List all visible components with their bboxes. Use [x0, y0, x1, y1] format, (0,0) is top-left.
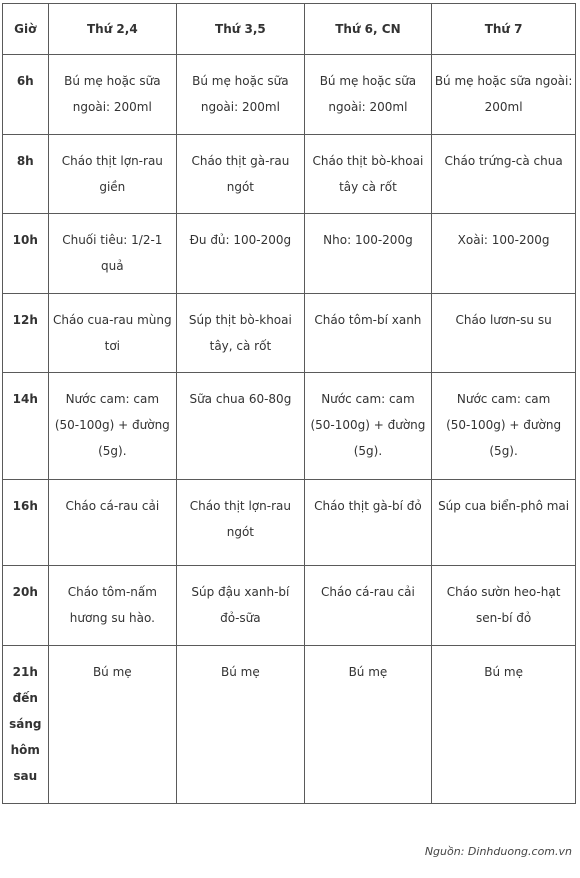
- table-row: [3, 480, 576, 566]
- meal-schedule-table: [2, 3, 576, 804]
- time-cell: 16h: [3, 480, 49, 566]
- meal-cell: Bú mẹ hoặc sữa ngoài: 200ml: [304, 55, 432, 135]
- meal-cell: Cháo sườn heo-hạt sen-bí đỏ: [432, 566, 576, 646]
- meal-cell: Cháo thịt gà-bí đỏ: [304, 480, 432, 566]
- time-cell: 10h: [3, 214, 49, 294]
- header-fri-sun: Thứ 6, CN: [304, 4, 432, 55]
- meal-cell: Cháo tôm-bí xanh: [304, 294, 432, 373]
- header-time: Giờ: [3, 4, 49, 55]
- meal-cell: Bú mẹ: [48, 646, 177, 804]
- meal-cell: Cháo thịt lợn-rau ngót: [177, 480, 305, 566]
- meal-cell: Cháo cá-rau cải: [48, 480, 177, 566]
- meal-cell: Nước cam: cam (50-100g) + đường (5g).: [304, 373, 432, 480]
- header-sat: Thứ 7: [432, 4, 576, 55]
- meal-cell: Đu đủ: 100-200g: [177, 214, 305, 294]
- header-row: [3, 4, 576, 55]
- meal-cell: Bú mẹ hoặc sữa ngoài: 200ml: [177, 55, 305, 135]
- meal-cell: Nho: 100-200g: [304, 214, 432, 294]
- table-row: [3, 646, 576, 804]
- meal-cell: Súp đậu xanh-bí đỏ-sữa: [177, 566, 305, 646]
- meal-cell: Bú mẹ: [432, 646, 576, 804]
- table-row: [3, 294, 576, 373]
- time-cell: 20h: [3, 566, 49, 646]
- table-row: [3, 135, 576, 214]
- meal-cell: Nước cam: cam (50-100g) + đường (5g).: [48, 373, 177, 480]
- meal-cell: Cháo cua-rau mùng tơi: [48, 294, 177, 373]
- table-row: [3, 55, 576, 135]
- meal-cell: Nước cam: cam (50-100g) + đường (5g).: [432, 373, 576, 480]
- source-credit: Nguồn: Dinhduong.com.vn: [424, 845, 572, 858]
- meal-cell: Bú mẹ hoặc sữa ngoài: 200ml: [48, 55, 177, 135]
- time-cell: 6h: [3, 55, 49, 135]
- meal-cell: Cháo lươn-su su: [432, 294, 576, 373]
- time-cell: 21h đến sáng hôm sau: [3, 646, 49, 804]
- time-cell: 14h: [3, 373, 49, 480]
- table-row: [3, 373, 576, 480]
- meal-cell: Bú mẹ hoặc sữa ngoài: 200ml: [432, 55, 576, 135]
- time-cell: 8h: [3, 135, 49, 214]
- meal-cell: Cháo thịt bò-khoai tây cà rốt: [304, 135, 432, 214]
- meal-cell: Cháo tôm-nấm hương su hào.: [48, 566, 177, 646]
- meal-cell: Chuối tiêu: 1/2-1 quả: [48, 214, 177, 294]
- meal-cell: Xoài: 100-200g: [432, 214, 576, 294]
- table-row: [3, 214, 576, 294]
- meal-cell: Súp thịt bò-khoai tây, cà rốt: [177, 294, 305, 373]
- meal-cell: Sữa chua 60-80g: [177, 373, 305, 480]
- meal-cell: Cháo cá-rau cải: [304, 566, 432, 646]
- meal-cell: Bú mẹ: [177, 646, 305, 804]
- meal-cell: Cháo trứng-cà chua: [432, 135, 576, 214]
- meal-cell: Súp cua biển-phô mai: [432, 480, 576, 566]
- meal-cell: Cháo thịt lợn-rau giền: [48, 135, 177, 214]
- header-tue-thu: Thứ 3,5: [177, 4, 305, 55]
- table-row: [3, 566, 576, 646]
- header-mon-wed: Thứ 2,4: [48, 4, 177, 55]
- meal-cell: Bú mẹ: [304, 646, 432, 804]
- time-cell: 12h: [3, 294, 49, 373]
- meal-cell: Cháo thịt gà-rau ngót: [177, 135, 305, 214]
